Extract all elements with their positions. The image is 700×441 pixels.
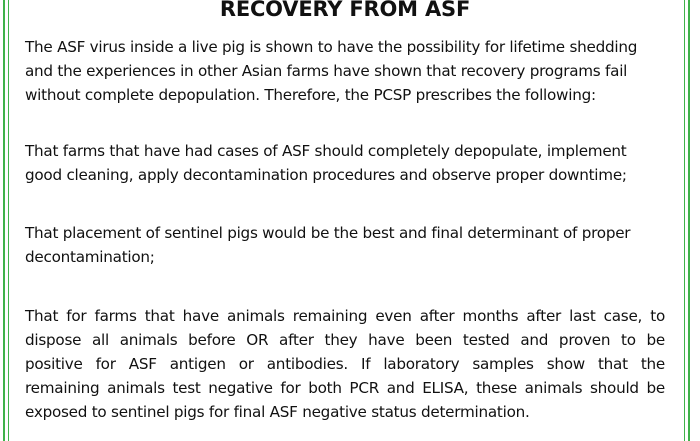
paragraph-line: exposed to sentinel pigs for final ASF negative status determination.	[25, 403, 530, 421]
paragraph-remaining-animals	[25, 304, 665, 424]
paragraph-intro	[25, 35, 665, 107]
paragraph-sentinel	[25, 221, 665, 269]
paragraph-line: That for farms that have animals remaining even after months after last case, to	[25, 307, 665, 325]
paragraph-depopulate	[25, 139, 665, 187]
paragraph-line: decontamination;	[25, 248, 155, 266]
paragraph-line: That placement of sentinel pigs would be the best and final determinant of proper	[25, 224, 631, 242]
document-title: RECOVERY FROM ASF	[219, 0, 471, 21]
paragraph-line: dispose all animals before OR after they have been tested and proven to be	[25, 331, 665, 349]
paragraph-line: The ASF virus inside a live pig is shown to have the possibility for lifetime shedding	[25, 38, 638, 56]
paragraph-line: good cleaning, apply decontamination procedures and observe proper downtime;	[25, 166, 627, 184]
paragraph-line: That farms that have had cases of ASF should completely depopulate, implement	[25, 142, 627, 160]
paragraph-line: and the experiences in other Asian farms have shown that recovery programs fail	[25, 62, 628, 80]
paragraph-line: positive for ASF antigen or antibodies. If laboratory samples show that the	[25, 355, 665, 373]
paragraph-line: remaining animals test negative for both PCR and ELISA, these animals should be	[25, 379, 665, 397]
paragraph-line: without complete depopulation. Therefore, the PCSP prescribes the following:	[25, 86, 596, 104]
document-content	[25, 0, 665, 424]
